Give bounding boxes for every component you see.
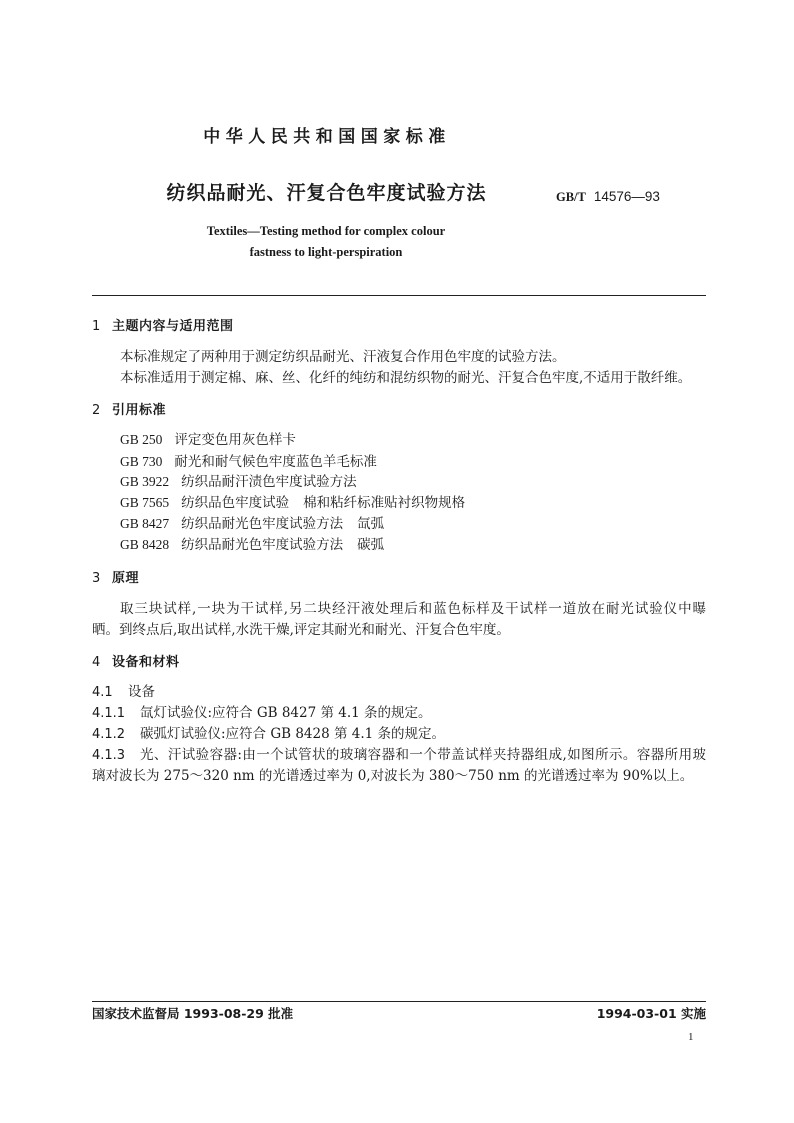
approval-info: 国家技术监督局 1993-08-29 批准 — [92, 1006, 294, 1021]
reference-note: 棉和粘纤标准贴衬织物规格 — [303, 495, 466, 511]
reference-code: GB 7565 — [120, 495, 170, 510]
english-title-line-1: Textiles—Testing method for complex colour — [206, 224, 446, 238]
reference-code: GB 3922 — [120, 474, 170, 489]
standard-code-prefix: GB/T — [556, 190, 586, 204]
implementation-date: 1994-03-01 实施 — [596, 1006, 706, 1021]
section-title: 原理 — [112, 571, 140, 586]
item-text: 设备 — [128, 684, 155, 700]
item-number: 4.1.1 — [92, 706, 126, 721]
reference-title: 纺织品色牢度试验 — [181, 495, 290, 511]
reference-code: GB 8428 — [120, 537, 170, 552]
reference-item — [120, 472, 357, 492]
reference-title: 纺织品耐光色牢度试验方法 — [181, 537, 344, 553]
subsection-item — [92, 745, 706, 765]
item-text: 碳弧灯试验仪:应符合 GB 8428 第 4.1 条的规定。 — [140, 726, 446, 742]
section-number: 2 — [92, 403, 101, 418]
document-title: 纺织品耐光、汗复合色牢度试验方法 — [166, 182, 487, 204]
standard-code-number: 14576—93 — [593, 189, 660, 204]
reference-code: GB 730 — [120, 454, 163, 469]
header-divider — [92, 295, 706, 296]
section-number: 3 — [92, 571, 101, 586]
paragraph-line: 晒。到终点后,取出试样,水洗干燥,评定其耐光和耐光、汗复合色牢度。 — [92, 622, 510, 638]
footer-divider — [92, 1001, 706, 1002]
reference-item — [120, 493, 465, 513]
section-number: 1 — [92, 319, 101, 334]
reference-code: GB 8427 — [120, 516, 170, 531]
section-heading — [92, 316, 234, 336]
national-standard-header: 中华人民共和国国家标准 — [203, 127, 451, 147]
section-title: 设备和材料 — [112, 655, 180, 670]
section-number: 4 — [92, 655, 101, 670]
standard-code — [556, 186, 660, 207]
reference-title: 纺织品耐光色牢度试验方法 — [181, 516, 344, 532]
reference-note: 氙弧 — [357, 516, 385, 532]
subsection-item — [92, 682, 155, 702]
item-text: 氙灯试验仪:应符合 GB 8427 第 4.1 条的规定。 — [140, 705, 432, 721]
paragraph-line: 本标准规定了两种用于测定纺织品耐光、汗液复合作用色牢度的试验方法。 — [120, 349, 566, 365]
reference-title: 纺织品耐汗渍色牢度试验方法 — [181, 474, 357, 490]
section-heading — [92, 652, 180, 672]
reference-code: GB 250 — [120, 432, 163, 447]
reference-title: 耐光和耐气候色牢度蓝色羊毛标准 — [174, 454, 377, 470]
reference-item — [120, 535, 384, 555]
section-title: 主题内容与适用范围 — [112, 319, 234, 334]
section-heading — [92, 400, 166, 420]
section-heading — [92, 568, 139, 588]
english-title-line-2: fastness to light-perspiration — [249, 245, 403, 259]
item-number: 4.1.3 — [92, 748, 126, 763]
reference-title: 评定变色用灰色样卡 — [174, 432, 296, 448]
item-number: 4.1 — [92, 685, 113, 700]
subsection-item — [92, 703, 432, 723]
paragraph-line: 取三块试样,一块为干试样,另二块经汗液处理后和蓝色标样及干试样一道放在耐光试验仪中曝 — [120, 601, 706, 617]
paragraph-line: 本标准适用于测定棉、麻、丝、化纤的纯纺和混纺织物的耐光、汗复合色牢度,不适用于散纤维。 — [120, 370, 692, 386]
subsection-item — [92, 724, 445, 744]
reference-note: 碳弧 — [357, 537, 385, 553]
reference-item — [120, 452, 377, 472]
page-number: 1 — [688, 1031, 694, 1043]
item-text: 光、汗试验容器:由一个试管状的玻璃容器和一个带盖试样夹持器组成,如图所示。容器所用玻 — [140, 747, 706, 763]
reference-item — [120, 514, 384, 534]
paragraph-line: 璃对波长为 275～320 nm 的光谱透过率为 0,对波长为 380～750 nm 的光谱透过率为 90%以上。 — [92, 768, 694, 784]
section-title: 引用标准 — [112, 403, 167, 418]
item-number: 4.1.2 — [92, 727, 126, 742]
reference-item — [120, 430, 296, 450]
